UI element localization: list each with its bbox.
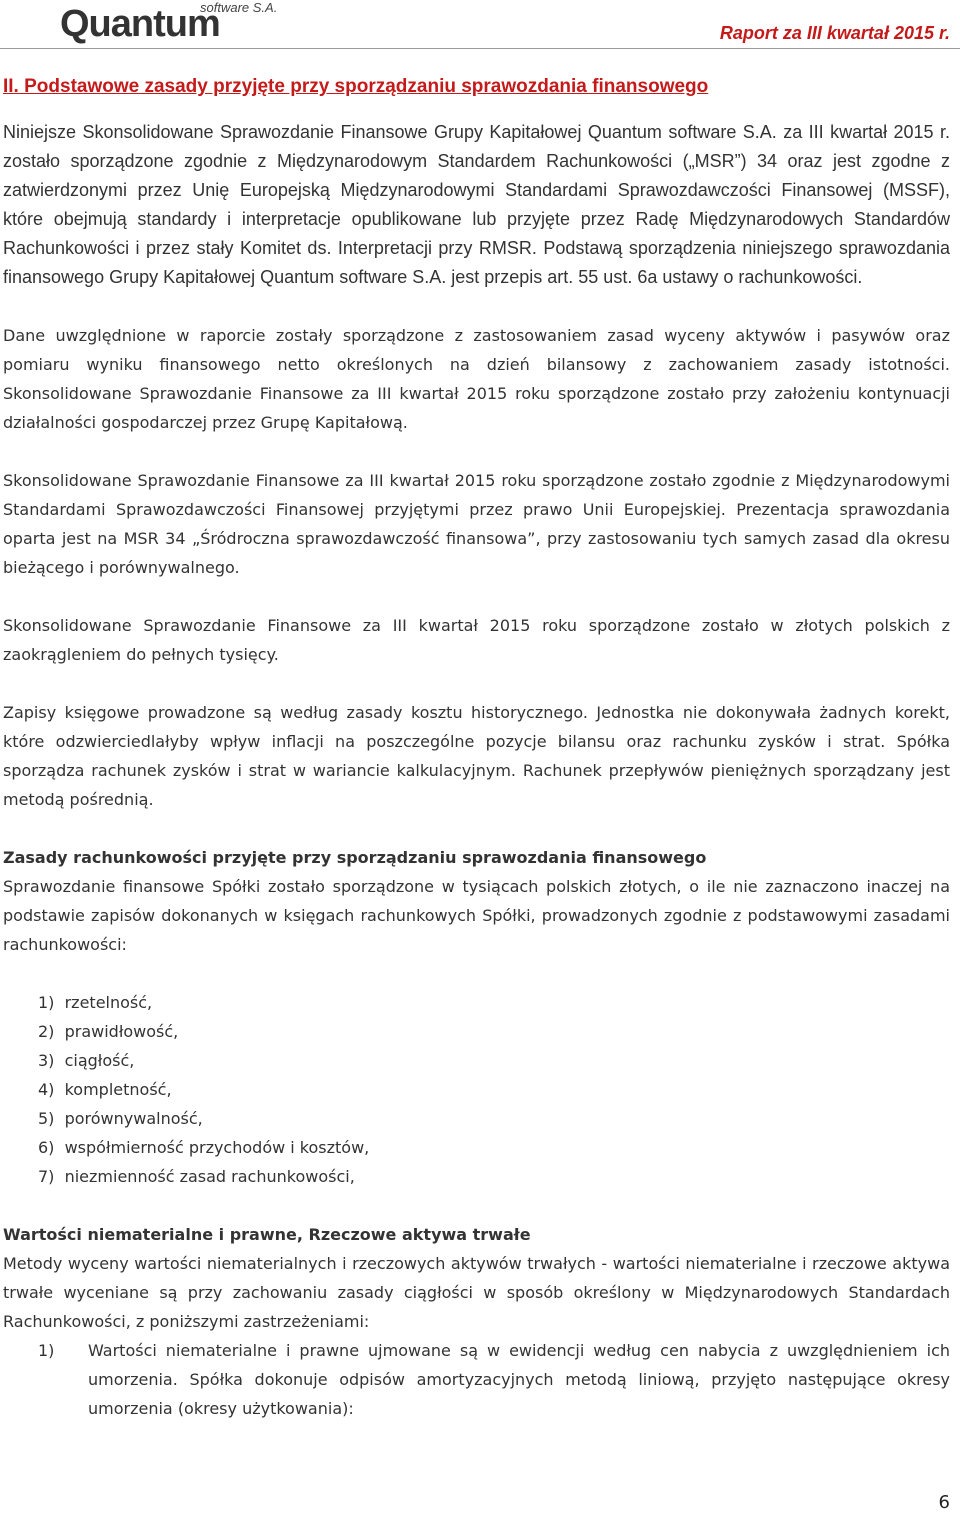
report-title: Raport za III kwartał 2015 r. — [719, 23, 950, 43]
paragraph-compliance: Niniejsze Skonsolidowane Sprawozdanie Finansowe Grupy Kapitałowej Quantum software S.A. za III kwartał 2015 r. zostało sporządzone zgodnie z Międzynarodowym Standardem Rachunkowości („MSR”) 34 oraz jest zgodne z zatwierdzonymi przez Unię Europejską Międzynarodowymi Standardami Sprawozdawczości Finansowej (MSSF), które obejmują standardy i interpretacje opublikowane lub przyjęte przez Radę Międzynarodowych Standardów Rachunkowości i przez stały Komitet ds. Interpretacji przy RMSR. Podstawą sporządzenia niniejszego sprawozdania finansowego Grupy Kapitałowej Quantum software S.A. jest przepis art. 55 ust. 6a ustawy o rachunkowości. — [3, 122, 950, 287]
accounting-principles-intro: Sprawozdanie finansowe Spółki zostało sporządzone w tysiącach polskich złotych, o ile nie zaznaczono inaczej na podstawie zapisów dokonanych w księgach rachunkowych Spółki, prowadzonych zgodnie z podstawowymi zasadami rachunkowości: — [3, 877, 950, 954]
document-body — [3, 72, 950, 1423]
assets-notes-list — [3, 1336, 950, 1423]
logo-subtext: software S.A. — [200, 0, 278, 15]
assets-heading: Wartości niematerialne i prawne, Rzeczowe aktywa trwałe — [3, 1225, 531, 1244]
list-item: 7) niezmienność zasad rachunkowości, — [38, 1167, 355, 1186]
list-item: 3) ciągłość, — [38, 1051, 135, 1070]
list-item-text: Wartości niematerialne i prawne ujmowane są w ewidencji według cen nabycia z uwzględnieniem ich umorzenia. Spółka dokonuje odpisów amortyzacyjnych metodą liniową, przyjęto następujące okresy umorzenia (okresy użytkowania): — [88, 1341, 950, 1418]
list-item: 2) prawidłowość, — [38, 1022, 179, 1041]
accounting-rules-list — [3, 988, 950, 1191]
accounting-principles-heading: Zasady rachunkowości przyjęte przy sporządzaniu sprawozdania finansowego — [3, 848, 707, 867]
paragraph-historical-cost: Zapisy księgowe prowadzone są według zasady kosztu historycznego. Jednostka nie dokonywała żadnych korekt, które odzwierciedlałyby wpływ inflacji na poszczególne pozycje bilansu oraz rachunku zysków i strat. Spółka sporządza rachunek zysków i strat w wariancie kalkulacyjnym. Rachunek przepływów pieniężnych sporządzany jest metodą pośrednią. — [3, 703, 950, 809]
paragraph-currency: Skonsolidowane Sprawozdanie Finansowe za III kwartał 2015 roku sporządzone zostało w złotych polskich z zaokrągleniem do pełnych tysięcy. — [3, 616, 950, 664]
list-item: 4) kompletność, — [38, 1080, 172, 1099]
assets-intro: Metody wyceny wartości niematerialnych i rzeczowych aktywów trwałych - wartości niematerialne i rzeczowe aktywa trwałe wyceniane są przy zachowaniu zasady ciągłości w sposób określony w Międzynarodowych Standardach Rachunkowości, z poniższymi zastrzeżeniami: — [3, 1254, 950, 1331]
logo-wordmark: Quantum — [60, 3, 220, 45]
list-item: 6) współmierność przychodów i kosztów, — [38, 1138, 370, 1157]
page-header — [0, 0, 960, 50]
page-number: 6 — [938, 1492, 950, 1513]
list-item-number: 1) — [38, 1341, 55, 1360]
section-title: II. Podstawowe zasady przyjęte przy sporządzaniu sprawozdania finansowego — [3, 76, 709, 97]
list-item: 1) rzetelność, — [38, 993, 153, 1012]
list-item: 5) porównywalność, — [38, 1109, 203, 1128]
paragraph-valuation: Dane uwzględnione w raporcie zostały sporządzone z zastosowaniem zasad wyceny aktywów i pasywów oraz pomiaru wyniku finansowego netto określonych na dzień bilansowy z zachowaniem zasady istotności. Skonsolidowane Sprawozdanie Finansowe za III kwartał 2015 roku sporządzone zostało przy założeniu kontynuacji działalności gospodarczej przez Grupę Kapitałową. — [3, 326, 950, 432]
paragraph-ifrs: Skonsolidowane Sprawozdanie Finansowe za III kwartał 2015 roku sporządzone zostało zgodnie z Międzynarodowymi Standardami Sprawozdawczości Finansowej przyjętymi przez prawo Unii Europejskiej. Prezentacja sprawozdania oparta jest na MSR 34 „Śródroczna sprawozdawczość finansowa”, przy zastosowaniu tych samych zasad dla okresu bieżącego i porównywalnego. — [3, 471, 950, 577]
list-item — [38, 1336, 950, 1423]
header-divider — [0, 48, 960, 49]
